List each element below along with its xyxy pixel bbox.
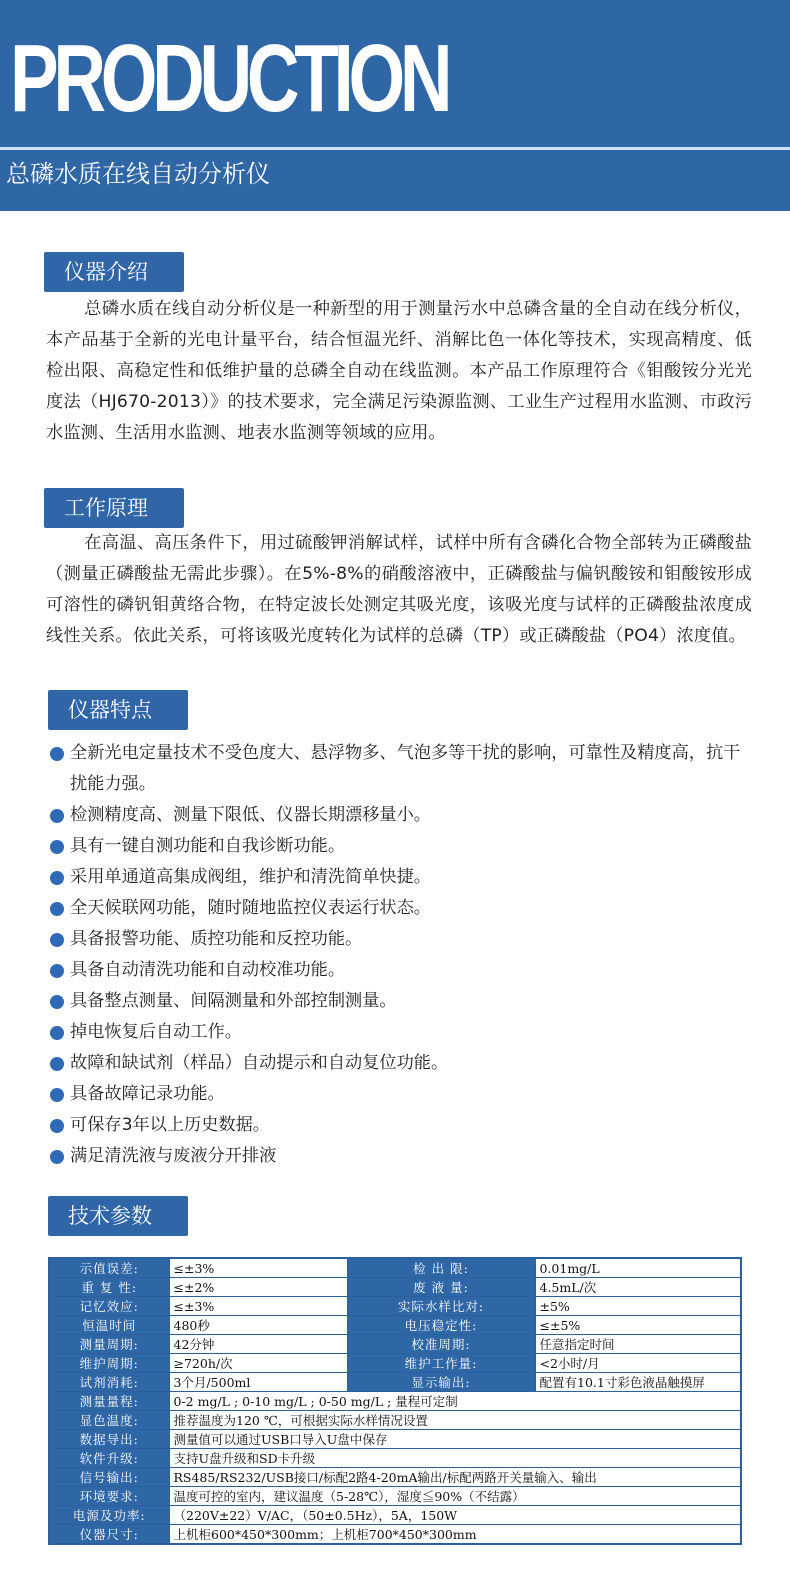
bullet-icon	[50, 1057, 64, 1071]
table-row	[49, 1278, 741, 1297]
spec-key: 显示输出:	[347, 1373, 535, 1392]
list-item: 具备自动清洗功能和自动校准功能。	[48, 955, 748, 986]
table-row	[49, 1449, 741, 1468]
intro-text: 总磷水质在线自动分析仪是一种新型的用于测量污水中总磷含量的全自动在线分析仪，本产品基于全新的光电计量平台，结合恒温光纤、消解比色一体化等技术，实现高精度、低检出限、高稳定性和低维护量的总磷全自动在线监测。本产品工作原理符合《钼酸铵分光光度法（HJ670-2013）》的技术要求，完全满足污染源监测、工业生产过程用水监测、市政污水监测、生活用水监测、地表水监测等领域的应用。	[46, 299, 752, 443]
spec-value: 4.5mL/次	[535, 1278, 741, 1297]
spec-value: 温度可控的室内，建议温度（5-28℃），湿度≦90%（不结露）	[169, 1487, 741, 1506]
table-row	[49, 1506, 741, 1525]
intro-paragraph	[46, 294, 752, 449]
list-item: 具有一键自测功能和自我诊断功能。	[48, 831, 748, 862]
table-row	[49, 1430, 741, 1449]
spec-key: 维护周期:	[49, 1354, 169, 1373]
table-row	[49, 1316, 741, 1335]
spec-value: 480秒	[169, 1316, 347, 1335]
spec-value: RS485/RS232/USB接口/标配2路4-20mA输出/标配两路开关量输入、输出	[169, 1468, 741, 1487]
spec-key: 实际水样比对:	[347, 1297, 535, 1316]
spec-value: 0.01mg/L	[535, 1258, 741, 1278]
spec-key: 维护工作量:	[347, 1354, 535, 1373]
bullet-icon	[50, 964, 64, 978]
list-item: 具备故障记录功能。	[48, 1079, 748, 1110]
list-item: 掉电恢复后自动工作。	[48, 1017, 748, 1048]
spec-key: 试剂消耗:	[49, 1373, 169, 1392]
spec-key: 示值误差:	[49, 1258, 169, 1278]
spec-key: 仪器尺寸:	[49, 1525, 169, 1545]
spec-value: ≤±3%	[169, 1258, 347, 1278]
spec-value: ≤±5%	[535, 1316, 741, 1335]
spec-value: 任意指定时间	[535, 1335, 741, 1354]
principle-paragraph	[46, 528, 752, 652]
spec-key: 信号输出:	[49, 1468, 169, 1487]
spec-key: 测量周期:	[49, 1335, 169, 1354]
table-row	[49, 1335, 741, 1354]
spec-value: 配置有10.1寸彩色液晶触摸屏	[535, 1373, 741, 1392]
spec-key: 检 出 限:	[347, 1258, 535, 1278]
spec-value: <2小时/月	[535, 1354, 741, 1373]
spec-value: ±5%	[535, 1297, 741, 1316]
spec-value: 3个月/500ml	[169, 1373, 347, 1392]
bullet-icon	[50, 809, 64, 823]
spec-key: 环境要求:	[49, 1487, 169, 1506]
list-item: 全新光电定量技术不受色度大、悬浮物多、气泡多等干扰的影响，可靠性及精度高，抗干扰能力强。	[48, 738, 748, 800]
spec-value: 测量值可以通过USB口导入U盘中保存	[169, 1430, 741, 1449]
list-item: 检测精度高、测量下限低、仪器长期漂移量小。	[48, 800, 748, 831]
bullet-icon	[50, 840, 64, 854]
spec-value: 42分钟	[169, 1335, 347, 1354]
table-row	[49, 1392, 741, 1411]
principle-text: 在高温、高压条件下，用过硫酸钾消解试样，试样中所有含磷化合物全部转为正磷酸盐（测量正磷酸盐无需此步骤）。在5%-8%的硝酸溶液中，正磷酸盐与偏钒酸铵和钼酸铵形成可溶性的磷钒钼黄络合物，在特定波长处测定其吸光度，该吸光度与试样的正磷酸盐浓度成线性关系。依此关系，可将该吸光度转化为试样的总磷（TP）或正磷酸盐（PO4）浓度值。	[46, 533, 752, 646]
list-item: 采用单通道高集成阀组，维护和清洗简单快捷。	[48, 862, 748, 893]
bullet-icon	[50, 933, 64, 947]
bullet-icon	[50, 1026, 64, 1040]
banner-title: PRODUCTION	[10, 25, 448, 132]
spec-value: 上机柜600*450*300mm；上机柜700*450*300mm	[169, 1525, 741, 1545]
table-row	[49, 1487, 741, 1506]
spec-value: ≤±2%	[169, 1278, 347, 1297]
spec-key: 软件升级:	[49, 1449, 169, 1468]
product-name: 总磷水质在线自动分析仪	[6, 160, 270, 188]
table-row	[49, 1297, 741, 1316]
list-item: 具备整点测量、间隔测量和外部控制测量。	[48, 986, 748, 1017]
spec-key: 废 液 量:	[347, 1278, 535, 1297]
table-row	[49, 1354, 741, 1373]
table-row	[49, 1411, 741, 1430]
section-tag-intro: 仪器介绍	[44, 252, 184, 292]
list-item: 满足清洗液与废液分开排液	[48, 1141, 748, 1172]
header-banner	[0, 0, 790, 215]
spec-key: 显色温度:	[49, 1411, 169, 1430]
spec-value: （220V±22）V/AC，（50±0.5Hz），5A，150W	[169, 1506, 741, 1525]
features-list	[48, 738, 748, 1172]
table-row	[49, 1525, 741, 1545]
spec-key: 重 复 性:	[49, 1278, 169, 1297]
spec-value: 0-2 mg/L ; 0-10 mg/L ; 0-50 mg/L ; 量程可定制	[169, 1392, 741, 1411]
bullet-icon	[50, 902, 64, 916]
table-row	[49, 1258, 741, 1278]
spec-key: 数据导出:	[49, 1430, 169, 1449]
list-item: 具备报警功能、质控功能和反控功能。	[48, 924, 748, 955]
spec-value: ≤±3%	[169, 1297, 347, 1316]
list-item: 可保存3年以上历史数据。	[48, 1110, 748, 1141]
spec-key: 校准周期:	[347, 1335, 535, 1354]
bullet-icon	[50, 995, 64, 1009]
spec-key: 电源及功率:	[49, 1506, 169, 1525]
table-row	[49, 1468, 741, 1487]
spec-key: 恒温时间	[49, 1316, 169, 1335]
section-tag-spec: 技术参数	[48, 1196, 188, 1236]
spec-value: 推荐温度为120 ℃，可根据实际水样情况设置	[169, 1411, 741, 1430]
bullet-icon	[50, 1119, 64, 1133]
header-divider	[0, 147, 790, 150]
list-item: 全天候联网功能，随时随地监控仪表运行状态。	[48, 893, 748, 924]
table-row	[49, 1373, 741, 1392]
spec-value: 支持U盘升级和SD卡升级	[169, 1449, 741, 1468]
bullet-icon	[50, 747, 64, 761]
spec-key: 电压稳定性:	[347, 1316, 535, 1335]
spec-key: 测量量程:	[49, 1392, 169, 1411]
bullet-icon	[50, 1088, 64, 1102]
spec-key: 记忆效应:	[49, 1297, 169, 1316]
list-item: 故障和缺试剂（样品）自动提示和自动复位功能。	[48, 1048, 748, 1079]
spec-table	[48, 1257, 742, 1545]
bullet-icon	[50, 1150, 64, 1164]
section-tag-features: 仪器特点	[48, 690, 188, 730]
bullet-icon	[50, 871, 64, 885]
section-tag-principle: 工作原理	[44, 488, 184, 528]
spec-value: ≥720h/次	[169, 1354, 347, 1373]
